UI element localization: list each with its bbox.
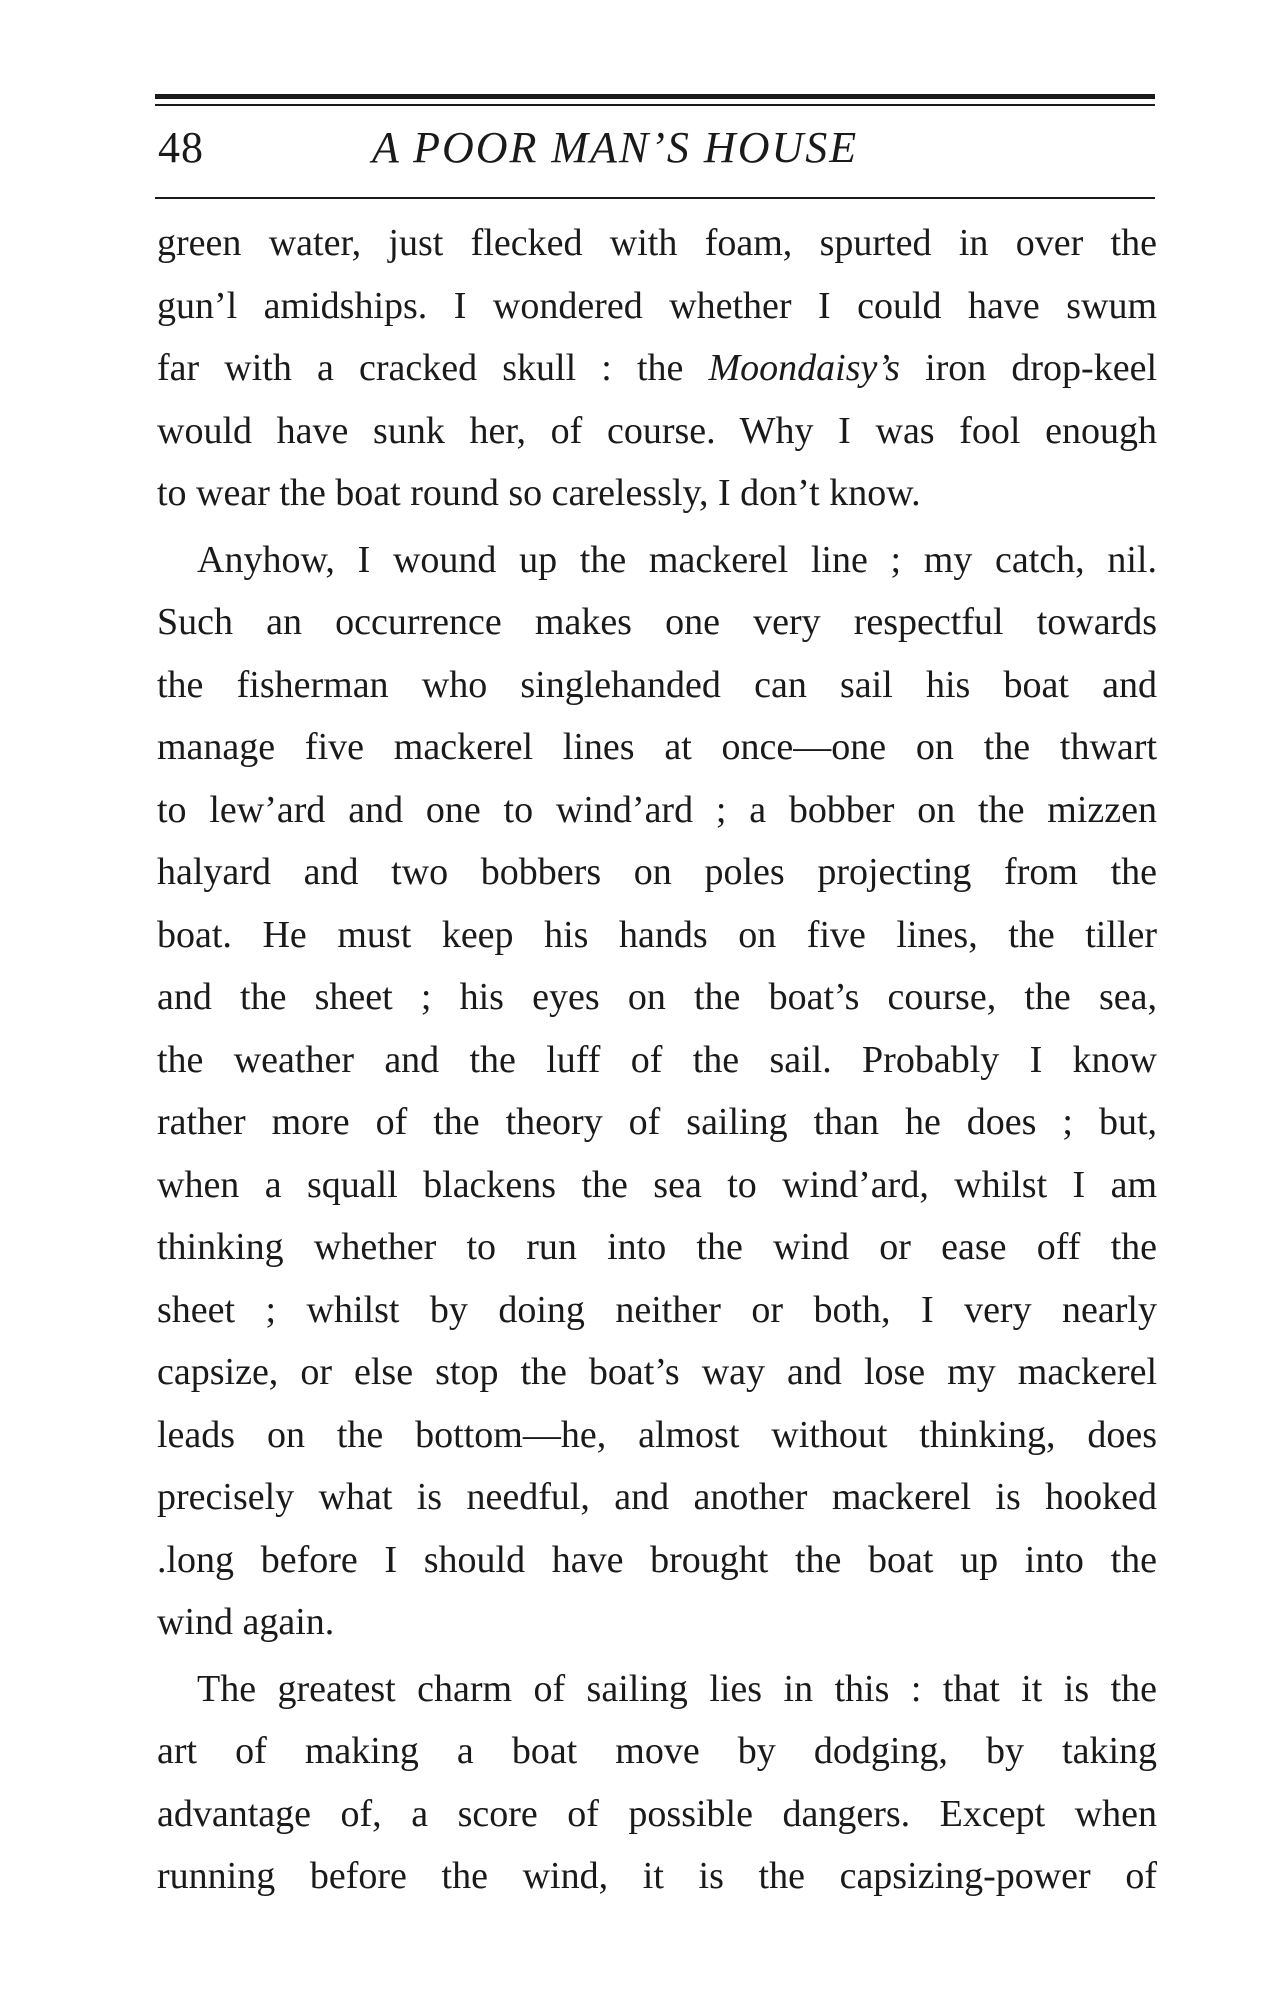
text-line: and the sheet ; his eyes on the boat’s course, the sea,	[157, 976, 1157, 1018]
text-fragment: far with a cracked skull : the	[157, 347, 709, 389]
text-line: the fisherman who singlehanded can sail his boat and	[157, 663, 1157, 706]
text-line: leads on the bottom—he, almost without thinking, does	[157, 1413, 1157, 1456]
paragraph-3	[157, 1658, 1157, 1908]
header-underline-rule	[155, 197, 1155, 199]
text-line: manage five mackerel lines at once—one on the thwart	[157, 726, 1157, 768]
text-line	[157, 337, 1157, 400]
header-rule-thin	[155, 104, 1155, 106]
text-line: boat. He must keep his hands on five lines, the tiller	[157, 913, 1157, 956]
text-line: capsize, or else stop the boat’s way and lose my mackerel	[157, 1351, 1157, 1393]
text-line: Such an occurrence makes one very respectful towards	[157, 601, 1157, 643]
text-fragment: iron drop-keel	[899, 347, 1158, 389]
text-line: The greatest charm of sailing lies in this : that it is the	[197, 1667, 1157, 1710]
text-line: precisely what is needful, and another mackerel is hooked	[157, 1476, 1157, 1518]
text-line: .long before I should have brought the boat up into the	[157, 1538, 1157, 1581]
text-line: halyard and two bobbers on poles projecting from the	[157, 851, 1157, 893]
header-rule-thick	[155, 94, 1155, 99]
text-line: green water, just flecked with foam, spurted in over the	[157, 222, 1157, 264]
text-line: advantage of, a score of possible dangers. Except when	[157, 1792, 1157, 1835]
text-line: sheet ; whilst by doing neither or both, I very nearly	[157, 1288, 1157, 1331]
body-text	[157, 212, 1157, 1908]
paragraph-2	[157, 529, 1157, 1654]
text-line: running before the wind, it is the capsizing-power of	[157, 1855, 1157, 1897]
text-line: would have sunk her, of course. Why I was fool enough	[157, 409, 1157, 452]
paragraph-1	[157, 212, 1157, 525]
text-line: the weather and the luff of the sail. Probably I know	[157, 1038, 1157, 1081]
boat-name-italic: Moondaisy’s	[708, 347, 900, 389]
text-line: gun’l amidships. I wondered whether I could have swum	[157, 284, 1157, 327]
text-line: when a squall blackens the sea to wind’ard, whilst I am	[157, 1163, 1157, 1206]
text-line: rather more of the theory of sailing than he does ; but,	[157, 1101, 1157, 1143]
text-line: art of making a boat move by dodging, by taking	[157, 1730, 1157, 1772]
text-line: to wear the boat round so carelessly, I don’t know.	[157, 472, 921, 514]
text-line: to lew’ard and one to wind’ard ; a bobber on the mizzen	[157, 788, 1157, 831]
page-number: 48	[158, 123, 204, 172]
running-head-title: A POOR MAN’S HOUSE	[372, 123, 859, 172]
text-line: thinking whether to run into the wind or ease off the	[157, 1226, 1157, 1268]
text-line: Anyhow, I wound up the mackerel line ; my catch, nil.	[197, 538, 1157, 581]
text-line: wind again.	[157, 1601, 335, 1643]
